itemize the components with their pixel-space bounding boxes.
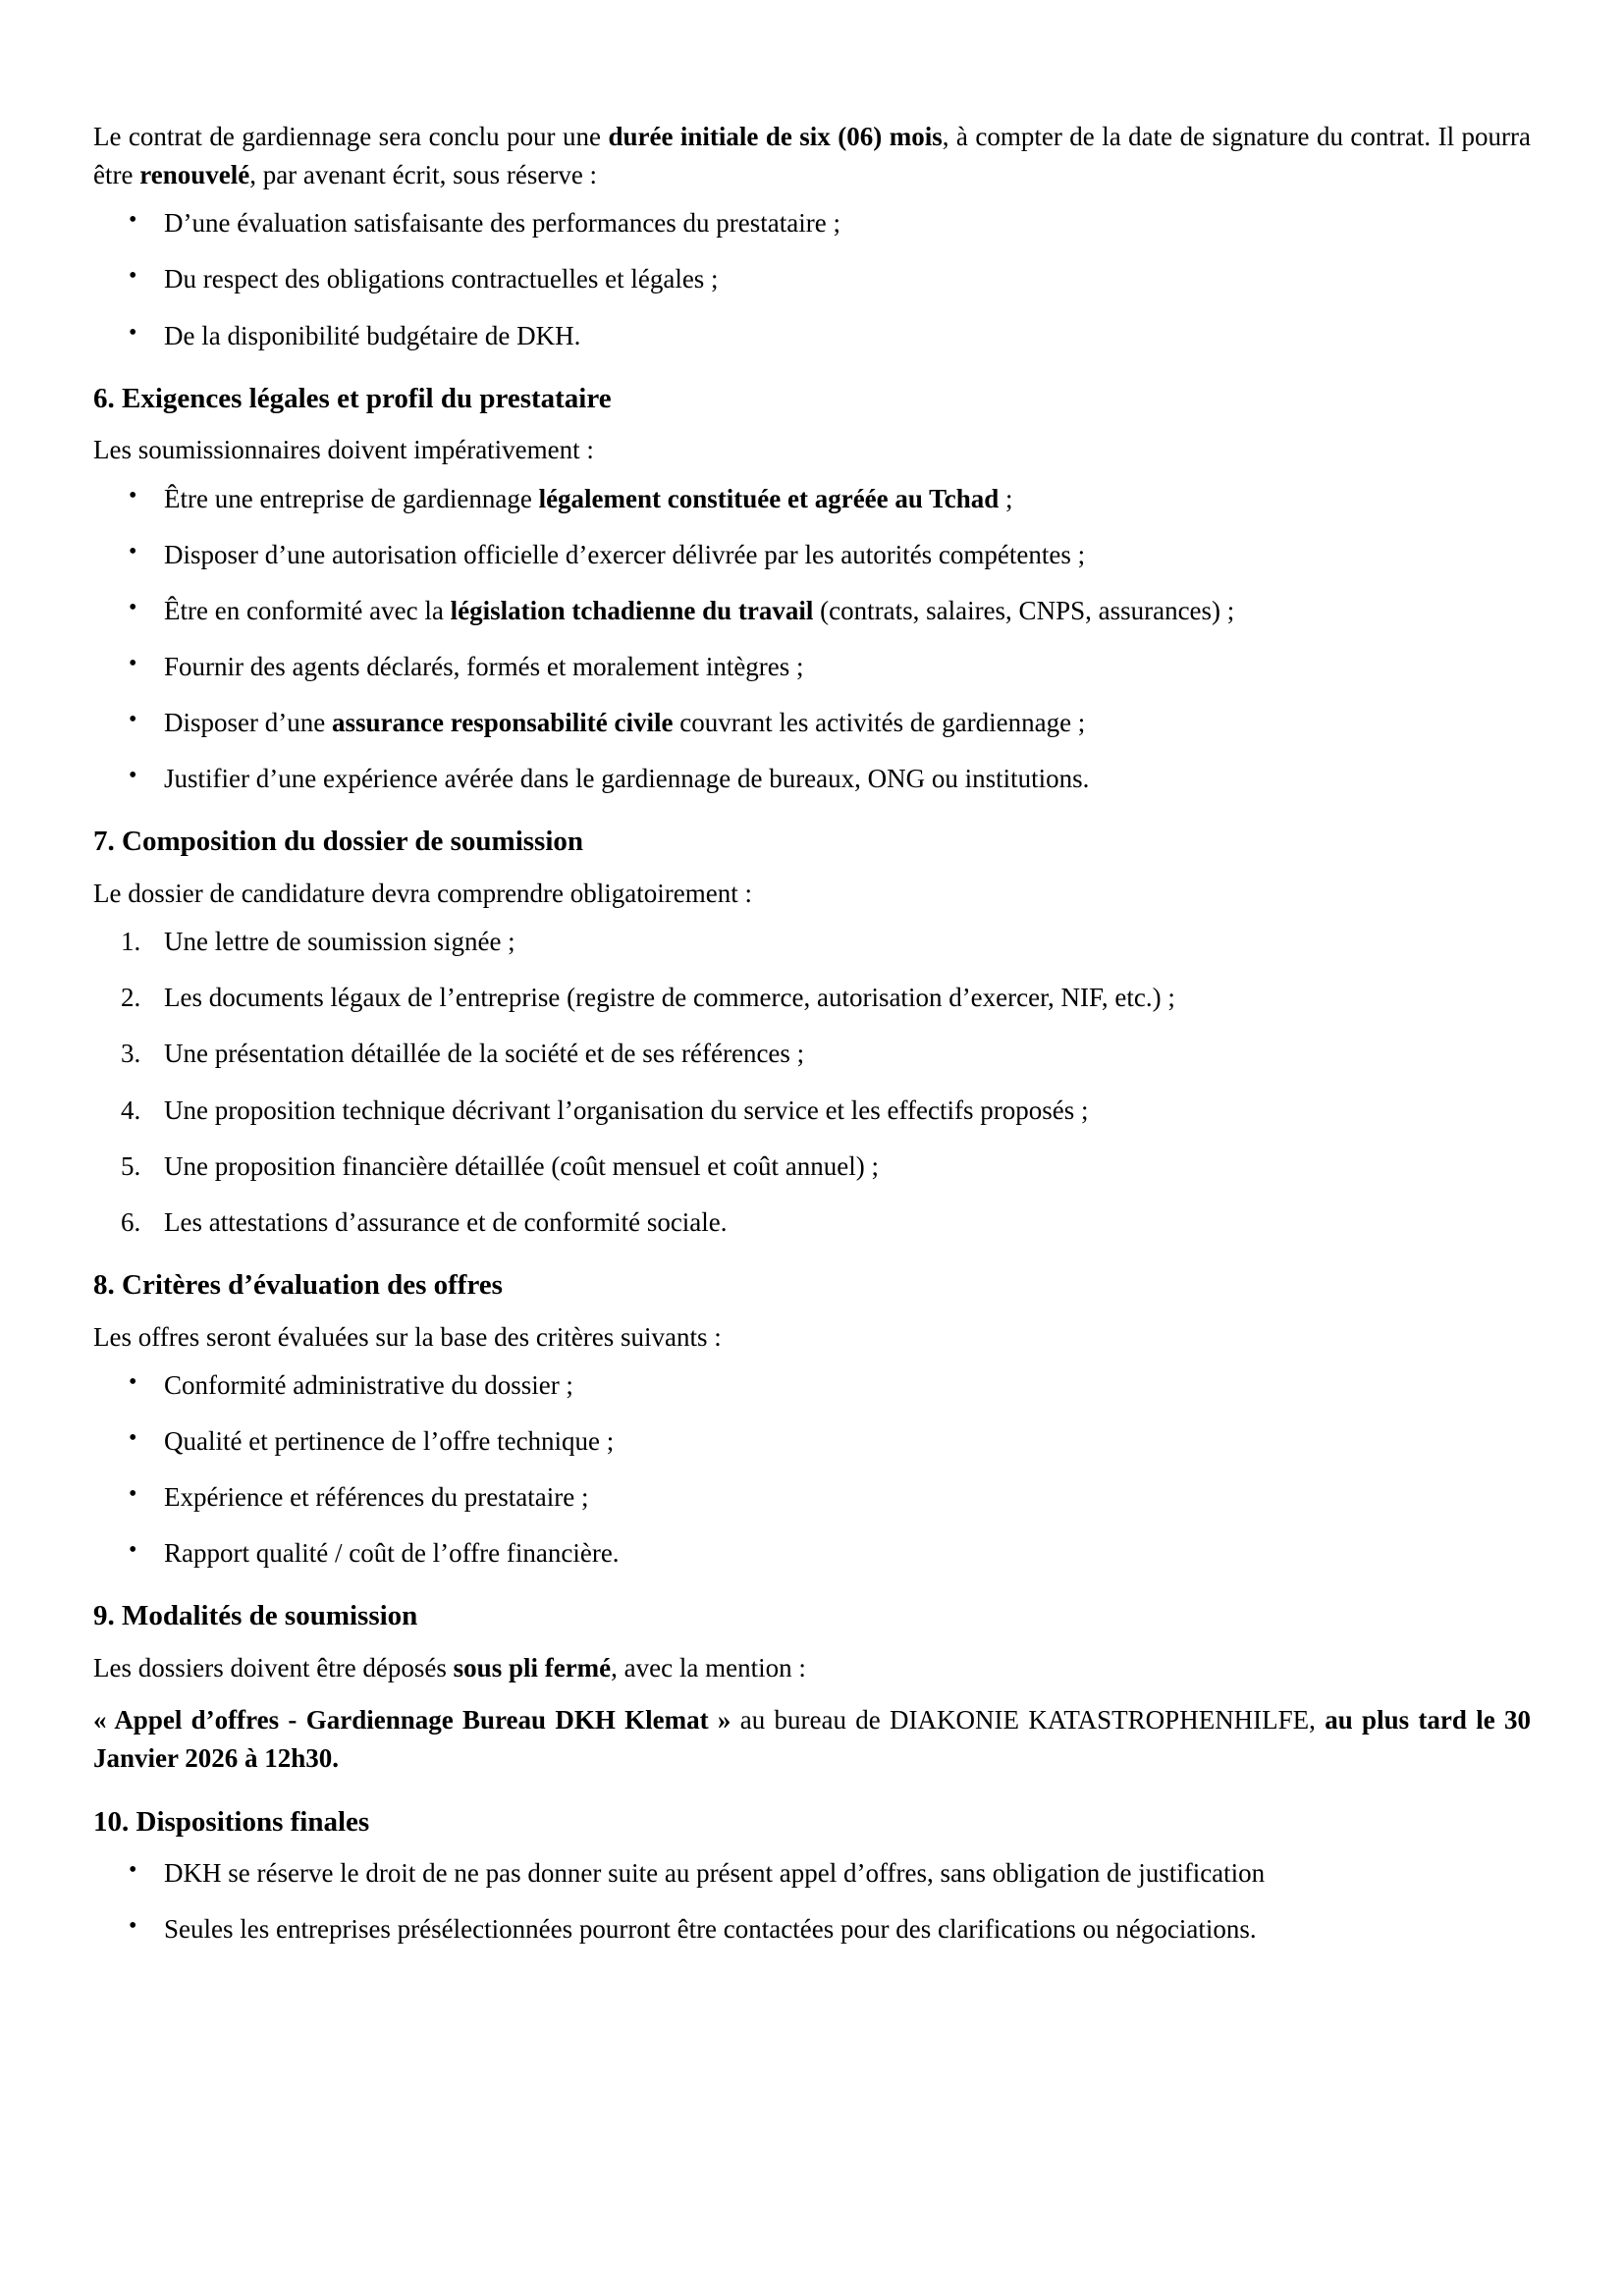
list-item xyxy=(164,1910,1531,1949)
list-item xyxy=(164,480,1531,518)
list-item-text: Les documents légaux de l’entreprise (registre de commerce, autorisation d’exercer, NIF, etc.) ; xyxy=(164,983,1175,1013)
intro-text-c: , par avenant écrit, sous réserve : xyxy=(249,160,598,190)
list-item-text: Qualité et pertinence de l’offre technique ; xyxy=(164,1426,615,1457)
list-item-text: Conformité administrative du dossier ; xyxy=(164,1369,573,1400)
list-item xyxy=(164,704,1531,742)
list-item xyxy=(164,923,1531,961)
section-7-heading: 7. Composition du dossier de soumission xyxy=(93,826,584,858)
list-item-text-a: Fournir des agents déclarés, formés et moralement intègres ; xyxy=(164,651,804,681)
list-item-text-a: Être une entreprise de gardiennage xyxy=(164,483,539,513)
list-item-text: Les attestations d’assurance et de conformité sociale. xyxy=(164,1206,728,1237)
section-10-list xyxy=(93,1854,1531,1949)
section-6-heading: 6. Exigences légales et profil du prestataire xyxy=(93,382,612,414)
list-item-text: Du respect des obligations contractuelles et légales ; xyxy=(164,264,719,294)
list-item-text: Une lettre de soumission signée ; xyxy=(164,927,515,957)
section-6-list xyxy=(93,480,1531,799)
list-item xyxy=(164,979,1531,1017)
list-item xyxy=(164,1478,1531,1517)
list-item-text-a: Disposer d’une xyxy=(164,708,332,738)
list-item-text-c: couvrant les activités de gardiennage ; xyxy=(673,708,1086,738)
list-item-text: Une proposition financière détaillée (coût mensuel et coût annuel) ; xyxy=(164,1150,879,1181)
list-item-text: DKH se réserve le droit de ne pas donner suite au présent appel d’offres, sans obligation de justification xyxy=(164,1858,1266,1889)
list-item xyxy=(164,317,1531,355)
list-item-text-a: Justifier d’une expérience avérée dans le gardiennage de bureaux, ONG ou institutions. xyxy=(164,764,1090,794)
section-9-mention xyxy=(93,1701,1531,1778)
section-7-lead: Le dossier de candidature devra comprendre obligatoirement : xyxy=(93,879,752,909)
intro-bullet-list xyxy=(93,204,1531,354)
mention-deadline: au plus tard le 30 Janvier 2026 à 12h30. xyxy=(93,1705,1531,1774)
section-9-lead xyxy=(93,1649,1531,1687)
mention-middle: au bureau de DIAKONIE KATASTROPHENHILFE, xyxy=(731,1705,1326,1735)
list-item xyxy=(164,1035,1531,1073)
section-9-lead-bold: sous pli fermé xyxy=(453,1653,612,1683)
list-item xyxy=(164,1092,1531,1130)
list-item-bold: assurance responsabilité civile xyxy=(331,708,674,738)
list-item xyxy=(164,760,1531,798)
list-item-bold: législation tchadienne du travail xyxy=(450,595,814,625)
list-item xyxy=(164,1148,1531,1186)
list-item xyxy=(164,536,1531,574)
section-8-list xyxy=(93,1366,1531,1574)
mention-quote: « Appel d’offres - Gardiennage Bureau DKH Klemat » xyxy=(93,1705,731,1735)
intro-paragraph xyxy=(93,118,1531,194)
list-item-text: Une présentation détaillée de la société et de ses références ; xyxy=(164,1039,805,1069)
list-item-text: Seules les entreprises présélectionnées pourront être contactées pour des clarifications ou négociations. xyxy=(164,1914,1257,1945)
list-item-text-a: Être en conformité avec la xyxy=(164,595,451,625)
list-item-text: Rapport qualité / coût de l’offre financière. xyxy=(164,1538,620,1569)
section-9-lead-a: Les dossiers doivent être déposés xyxy=(93,1653,454,1683)
list-item xyxy=(164,648,1531,686)
section-7-list xyxy=(93,923,1531,1242)
list-item xyxy=(164,1203,1531,1242)
list-item xyxy=(164,1422,1531,1461)
list-item xyxy=(164,1534,1531,1573)
section-10-heading: 10. Dispositions finales xyxy=(93,1805,370,1838)
intro-bold-renewal: renouvelé xyxy=(139,160,250,190)
section-8-heading: 8. Critères d’évaluation des offres xyxy=(93,1269,503,1302)
list-item-text: Une proposition technique décrivant l’organisation du service et les effectifs proposés ; xyxy=(164,1095,1089,1125)
section-9-lead-c: , avec la mention : xyxy=(611,1653,806,1683)
section-9-heading: 9. Modalités de soumission xyxy=(93,1600,418,1632)
list-item-text-c: ; xyxy=(999,483,1013,513)
intro-text-a: Le contrat de gardiennage sera conclu pour une xyxy=(93,122,609,151)
list-item-text-c: (contrats, salaires, CNPS, assurances) ; xyxy=(813,595,1235,625)
list-item xyxy=(164,1854,1531,1893)
intro-bold-duration: durée initiale de six (06) mois xyxy=(608,122,943,151)
list-item-bold: légalement constituée et agréée au Tchad xyxy=(538,483,1000,513)
list-item xyxy=(164,592,1531,630)
list-item-text: Expérience et références du prestataire ; xyxy=(164,1482,589,1513)
list-item-text: D’une évaluation satisfaisante des performances du prestataire ; xyxy=(164,208,840,239)
list-item xyxy=(164,1366,1531,1405)
list-item xyxy=(164,260,1531,298)
list-item xyxy=(164,204,1531,242)
list-item-text-a: Disposer d’une autorisation officielle d’exercer délivrée par les autorités compétentes ; xyxy=(164,539,1086,569)
intro-text-b: , à compter de la date de signature du contrat. Il pourra être xyxy=(93,122,1531,190)
section-8-lead: Les offres seront évaluées sur la base des critères suivants : xyxy=(93,1321,722,1352)
list-item-text: De la disponibilité budgétaire de DKH. xyxy=(164,320,581,350)
section-6-lead: Les soumissionnaires doivent impérativement : xyxy=(93,435,594,465)
